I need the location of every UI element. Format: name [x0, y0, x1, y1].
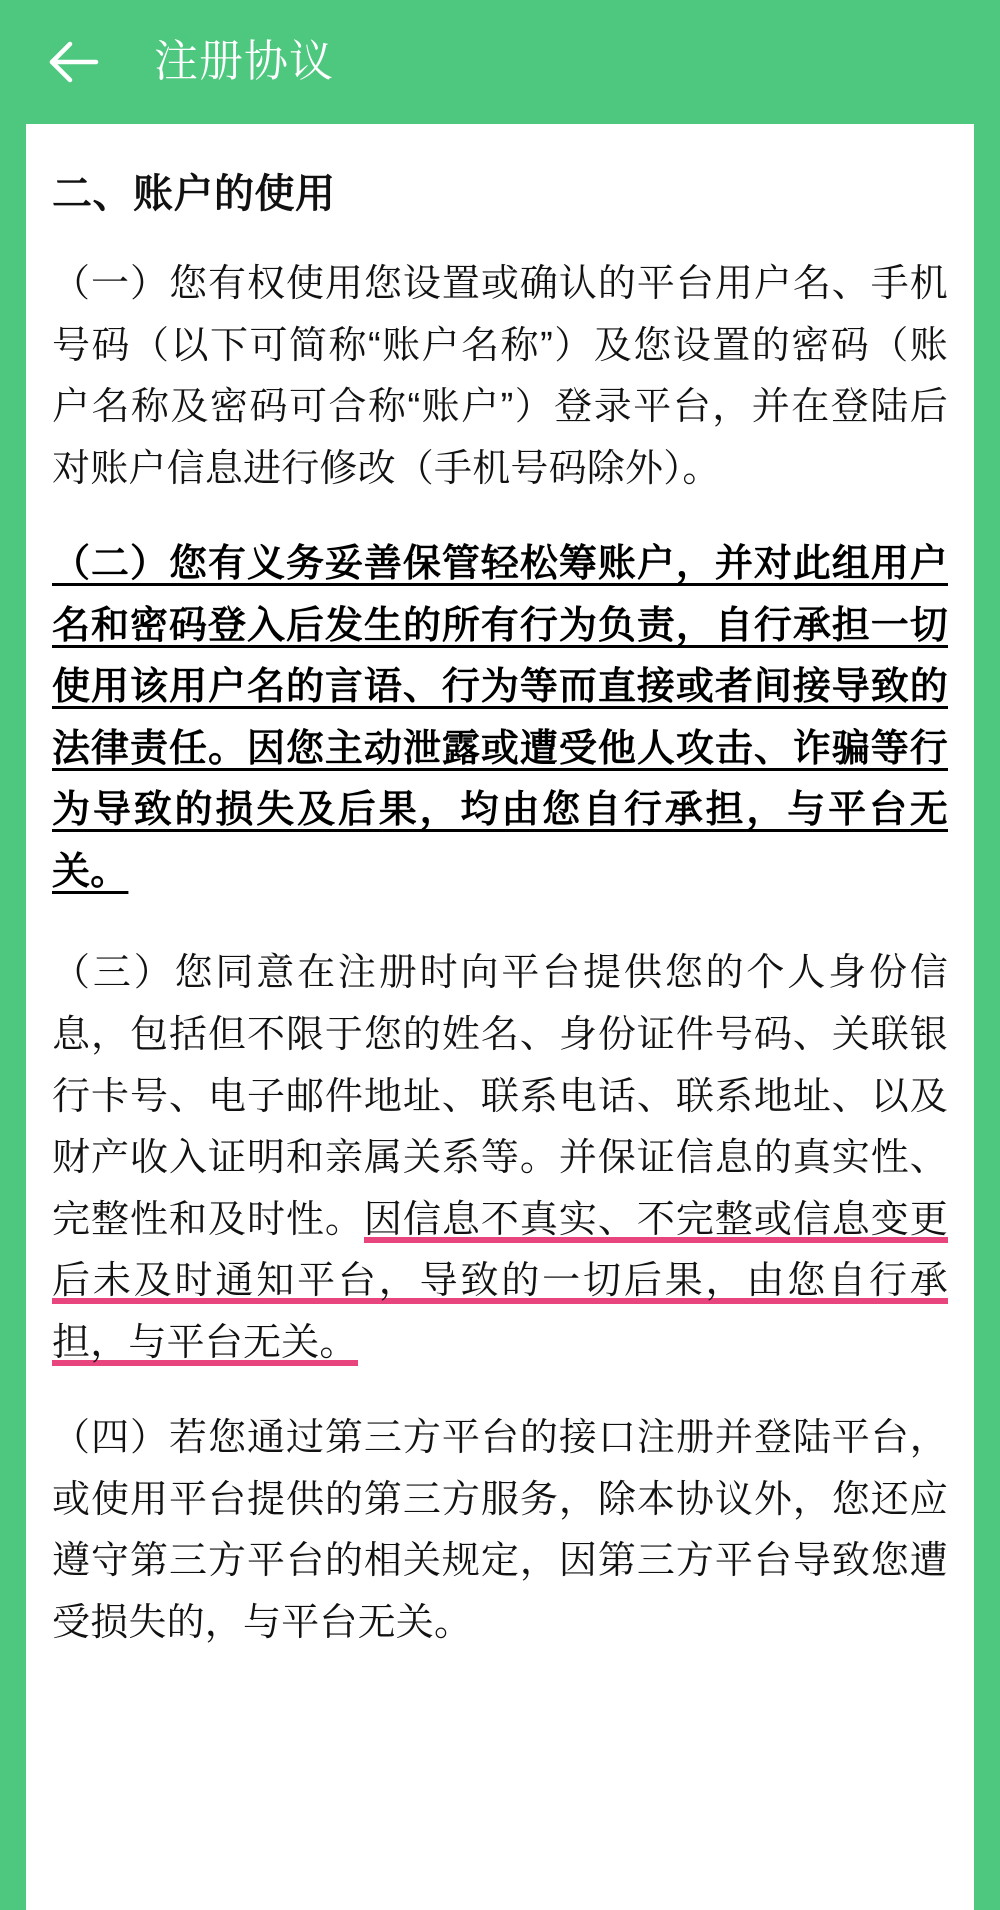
app-bar	[0, 0, 1000, 124]
agreement-paragraph-2-emphasis: （二）您有义务妥善保管轻松筹账户，并对此组用户名和密码登入后发生的所有行为负责，自行承担一切使用该用户名的言语、行为等而直接或者间接导致的法律责任。因您主动泄露或遭受他人攻击、诈骗等行为导致的损失及后果，均由您自行承担，与平台无关。	[52, 543, 948, 893]
paragraph-3-highlighted-text: 因信息不真实、不完整或信息变更后未及时通知平台，导致的一切后果，由您自行承担，与平台无关。	[52, 1198, 948, 1364]
page-title: 注册协议	[154, 37, 334, 86]
arrow-left-icon	[46, 40, 102, 84]
agreement-paragraph-3	[52, 943, 948, 1374]
back-button[interactable]	[44, 32, 104, 92]
agreement-paragraph-4: （四）若您通过第三方平台的接口注册并登陆平台，或使用平台提供的第三方服务，除本协议外，您还应遵守第三方平台的相关规定，因第三方平台导致您遭受损失的，与平台无关。	[52, 1417, 948, 1644]
paragraph-3-plain-text: （三）您同意在注册时向平台提供您的个人身份信息，包括但不限于您的姓名、身份证件号码、关联银行卡号、电子邮件地址、联系电话、联系地址、以及财产收入证明和亲属关系等。并保证信息的真实性、完整性和及时性。	[52, 952, 948, 1241]
section-heading: 二、账户的使用	[52, 172, 336, 216]
agreement-content[interactable]	[26, 124, 974, 1910]
agreement-paragraph-1: （一）您有权使用您设置或确认的平台用户名、手机号码（以下可简称“账户名称”）及您设置的密码（账户名称及密码可合称“账户”）登录平台，并在登陆后对账户信息进行修改（手机号码除外）。	[52, 263, 948, 490]
left-green-rail	[0, 0, 26, 1910]
right-green-rail	[974, 0, 1000, 1910]
